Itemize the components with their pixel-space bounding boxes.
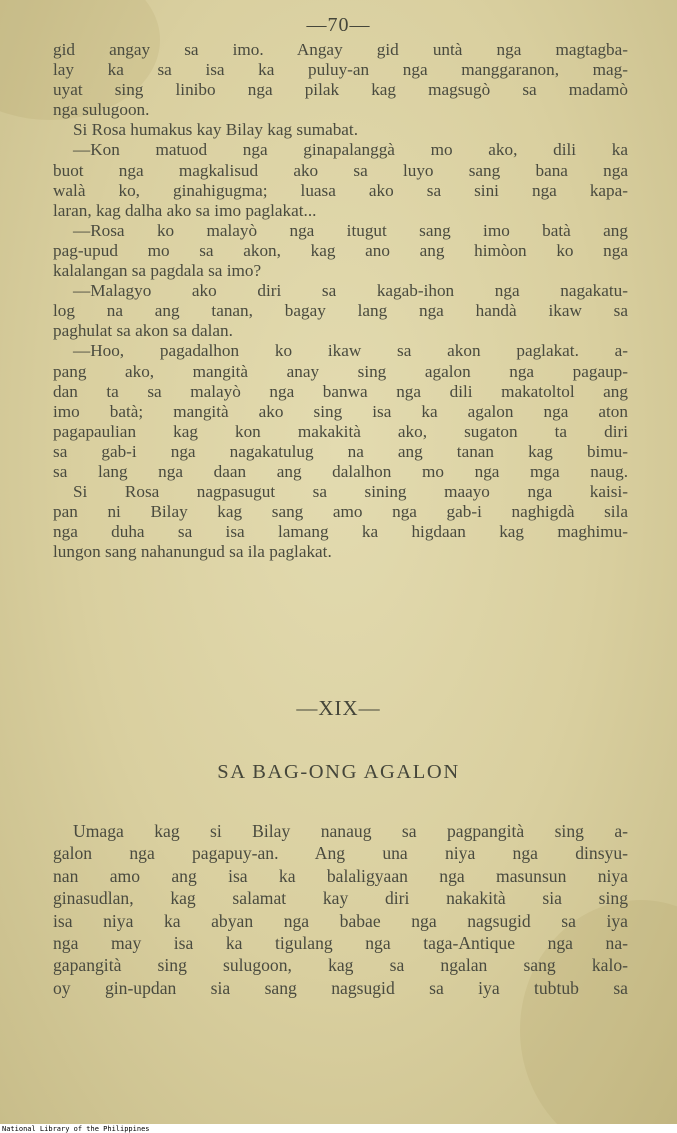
text-line: nga may isa ka tigulang nga taga-Antique nga na- bbox=[53, 932, 628, 953]
text-line: walà ko, ginahigugma; luasa ako sa sini nga kapa- bbox=[53, 180, 628, 200]
text-line: lungon sang nahanungud sa ila paglakat. bbox=[53, 542, 332, 562]
text-line: pag-upud mo sa akon, kag ano ang himòon ko nga bbox=[53, 240, 628, 260]
text-line: nga duha sa isa lamang ka higdaan kag maghimu- bbox=[53, 522, 628, 542]
text-line: Si Rosa humakus kay Bilay kag sumabat. bbox=[73, 120, 358, 140]
body-text-bottom bbox=[53, 820, 628, 999]
text-line: lay ka sa isa ka puluy-an nga manggaranon, mag- bbox=[53, 60, 628, 80]
text-line: imo batà; mangità ako sing isa ka agalon nga aton bbox=[53, 401, 628, 421]
text-line: paghulat sa akon sa dalan. bbox=[53, 321, 233, 341]
text-line: —Kon matuod nga ginapalanggà mo ako, dili ka bbox=[73, 140, 628, 160]
text-line: galon nga pagapuy-an. Ang una niya nga dinsyu- bbox=[53, 843, 628, 864]
text-line: —Malagyo ako diri sa kagab-ihon nga nagakatu- bbox=[73, 281, 628, 301]
text-line: log na ang tanan, bagay lang nga handà ikaw sa bbox=[53, 301, 628, 321]
text-line: pagapaulian kag kon makakità ako, sugaton ta diri bbox=[53, 421, 628, 441]
text-line: ginasudlan, kag salamat kay diri nakakità sia sing bbox=[53, 888, 628, 909]
text-line: uyat sing linibo nga pilak kag magsugò sa madamò bbox=[53, 80, 628, 100]
body-text-top bbox=[53, 40, 628, 562]
text-line: isa niya ka abyan nga babae nga nagsugid sa iya bbox=[53, 910, 628, 931]
text-line: pan ni Bilay kag sang amo nga gab-i naghigdà sila bbox=[53, 502, 628, 522]
text-line: —Rosa ko malayò nga itugut sang imo batà ang bbox=[73, 220, 628, 240]
text-line: kalalangan sa pagdala sa imo? bbox=[53, 261, 262, 281]
chapter-number: —XIX— bbox=[296, 696, 381, 720]
text-line: sa gab-i nga nagakatulug na ang tanan kag bimu- bbox=[53, 441, 628, 461]
text-line: gid angay sa imo. Angay gid untà nga magtagba- bbox=[53, 40, 628, 59]
text-line: buot nga magkalisud ako sa luyo sang bana nga bbox=[53, 160, 628, 180]
text-line: dan ta sa malayò nga banwa nga dili makatoltol ang bbox=[53, 381, 628, 401]
text-line: oy gin-updan sia sang nagsugid sa iya tubtub sa bbox=[53, 977, 628, 998]
page-number: —70— bbox=[306, 14, 371, 36]
library-watermark: National Library of the Philippines bbox=[2, 1125, 150, 1133]
text-line: nan amo ang isa ka balaligyaan nga masunsun niya bbox=[53, 865, 628, 886]
text-line: sa lang nga daan ang dalalhon mo nga mga naug. bbox=[53, 461, 628, 481]
text-line: gapangità sing sulugoon, kag sa ngalan sang kalo- bbox=[53, 955, 628, 976]
chapter-title: SA BAG-ONG AGALON bbox=[217, 761, 460, 783]
text-line: laran, kag dalha ako sa imo paglakat... bbox=[53, 200, 317, 220]
text-line: Si Rosa nagpasugut sa sining maayo nga kaisi- bbox=[73, 482, 628, 502]
text-line: Umaga kag si Bilay nanaug sa pagpangità sing a- bbox=[73, 821, 628, 841]
text-line: nga sulugoon. bbox=[53, 100, 150, 120]
text-line: pang ako, mangità anay sing agalon nga pagaup- bbox=[53, 361, 628, 381]
text-line: —Hoo, pagadalhon ko ikaw sa akon paglakat. a- bbox=[73, 341, 628, 361]
